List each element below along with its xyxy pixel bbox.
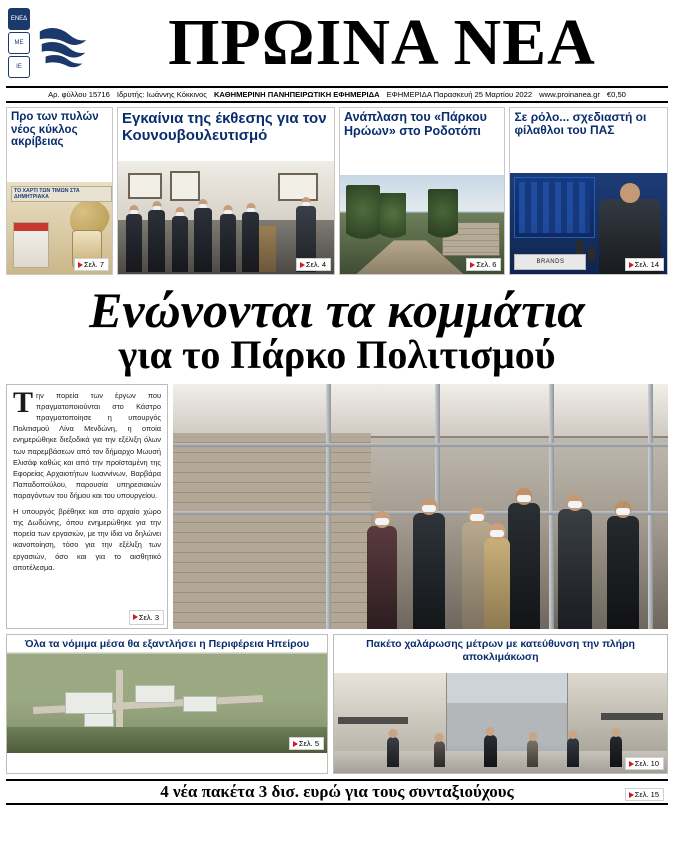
bottom-banner-page-tag[interactable]: Σελ. 15 [625,788,664,801]
lead-paragraph-1-text: ην πορεία των έργων που πραγματοποιούνται στο Κάστρο πραγματοποίησε η υπουργός Πολιτισμού Λίνα Μενδώνη, η οποία ενημερώθηκε διεξοδικά για την εξέλιξη όλων των παρεμβάσεων από τον δήμαρχο Μωυσή Ελισάφ καθώς και από την προϊσταμένη της Εφορείας Αρχαιοτήτων Ιωαννίνων, Βαρβάρα Παπαδοπούλου, παρουσία υπηρεσιακών παραγόντων του δήμου και του υπουργείου. [13,391,161,500]
secondary-article-region[interactable] [6,634,328,774]
award-badges [6,8,32,78]
lead-photo-crowd [361,467,668,629]
teaser-exhibition[interactable] [117,107,335,275]
teaser-1-headline: Προ των πυλών νέος κύκλος ακρίβειας [11,111,99,149]
award-badge-1 [8,8,30,30]
lead-dropcap: Τ [13,386,34,419]
secondary-right-page-tag[interactable]: Σελ. 10 [625,757,664,770]
teaser-pas-fans[interactable] [509,107,668,275]
secondary-right-caption: Πακέτο χαλάρωσης μέτρων με κατεύθυνση την πλήρη αποκλιμάκωση [366,638,635,663]
lead-page-tag[interactable]: Σελ. 3 [129,610,164,625]
teaser-row [6,107,668,275]
award-badge-1-label: ΕΝΕΔ [10,16,28,22]
main-headline-line1: Ενώνονται τα κομμάτια [89,282,585,338]
award-badge-3-label: ΙΕ [16,64,22,70]
lower-row [6,634,668,774]
teaser-4-headline: Σε ρόλο... σχεδιαστή οι φίλαθλοι του ΠΑΣ [514,110,647,138]
tertiary-article-region[interactable] [333,634,668,774]
main-headline-line2: για το Πάρκο Πολιτισμού [118,332,556,377]
bird-logo-icon [34,15,92,75]
pedestrian-street-photo [334,673,667,773]
issue-number: Αρ. φύλλου 15716 [48,90,110,99]
secondary-left-page-tag[interactable]: Σελ. 5 [289,737,324,750]
teaser-4-page-tag[interactable]: Σελ. 14 [625,258,664,271]
website-url[interactable]: www.proinanea.gr [539,90,600,99]
descriptor: ΚΑΘΗΜΕΡΙΝΗ ΠΑΝΗΠΕΙΡΩΤΙΚΗ ΕΦΗΜΕΡΙΔΑ [213,90,380,99]
teaser-park[interactable] [339,107,505,275]
teaser-2-page-tag[interactable]: Σελ. 4 [296,258,331,271]
teaser-2-headline: Εγκαίνια της έκθεσης για τον Κουνουβουλευτισμό [122,110,327,144]
main-headline [6,282,668,377]
teaser-1-photo-label: ΤΟ ΧΑΡΤΙ ΤΩΝ ΤΙΜΩΝ ΣΤΑ ΔΗΜΗΤΡΙΑΚΑ [11,186,112,202]
title-block [92,5,668,79]
lead-paragraph-2: Η υπουργός βρέθηκε και στο αρχαίο χώρο της Δωδώνης, όπου ενημερώθηκε για την πορεία των εργασιών, με την ίδια να δηλώνει ικανοποίηση, τόσο για την εξέλιξη των εργασιών, όσο και για το αισθητικό αποτέλεσμα. [13,507,161,572]
award-badge-3 [8,56,30,78]
price: €0,50 [606,90,626,99]
info-bar [6,86,668,103]
teaser-1-page-tag[interactable]: Σελ. 7 [74,258,109,271]
award-badge-2-label: ΜΕ [14,40,24,46]
lead-paragraph-1 [13,386,161,501]
founder: Ιδρυτής: Ιωάννης Κόκκινος [116,90,207,99]
teaser-3-photo [340,175,504,274]
bottom-banner[interactable] [6,779,668,805]
teaser-1-photo [7,182,112,274]
lead-row [6,384,668,629]
award-badge-2 [8,32,30,54]
paper-title: ΠΡΩΙΝΑ ΝΕΑ [168,5,596,79]
teaser-grain-prices[interactable] [6,107,113,275]
teaser-4-photo [510,173,667,274]
lead-photo [173,384,668,629]
teaser-4-banner-text: BRANDS [514,254,586,270]
bottom-banner-text: 4 νέα πακέτα 3 δισ. ευρώ για τους συνταξιούχους [160,782,514,801]
masthead [6,0,668,86]
teaser-2-photo [118,161,334,274]
lead-article-text [6,384,168,629]
teaser-3-headline: Ανάπλαση του «Πάρκου Ηρώων» στο Ροδοτόπι [344,110,487,138]
publish-date: ΕΦΗΜΕΡΙΔΑ Παρασκευή 25 Μαρτίου 2022 [386,90,533,99]
secondary-left-caption: Όλα τα νόμιμα μέσα θα εξαντλήσει η Περιφέρεια Ηπείρου [7,635,327,653]
teaser-3-page-tag[interactable]: Σελ. 6 [466,258,501,271]
